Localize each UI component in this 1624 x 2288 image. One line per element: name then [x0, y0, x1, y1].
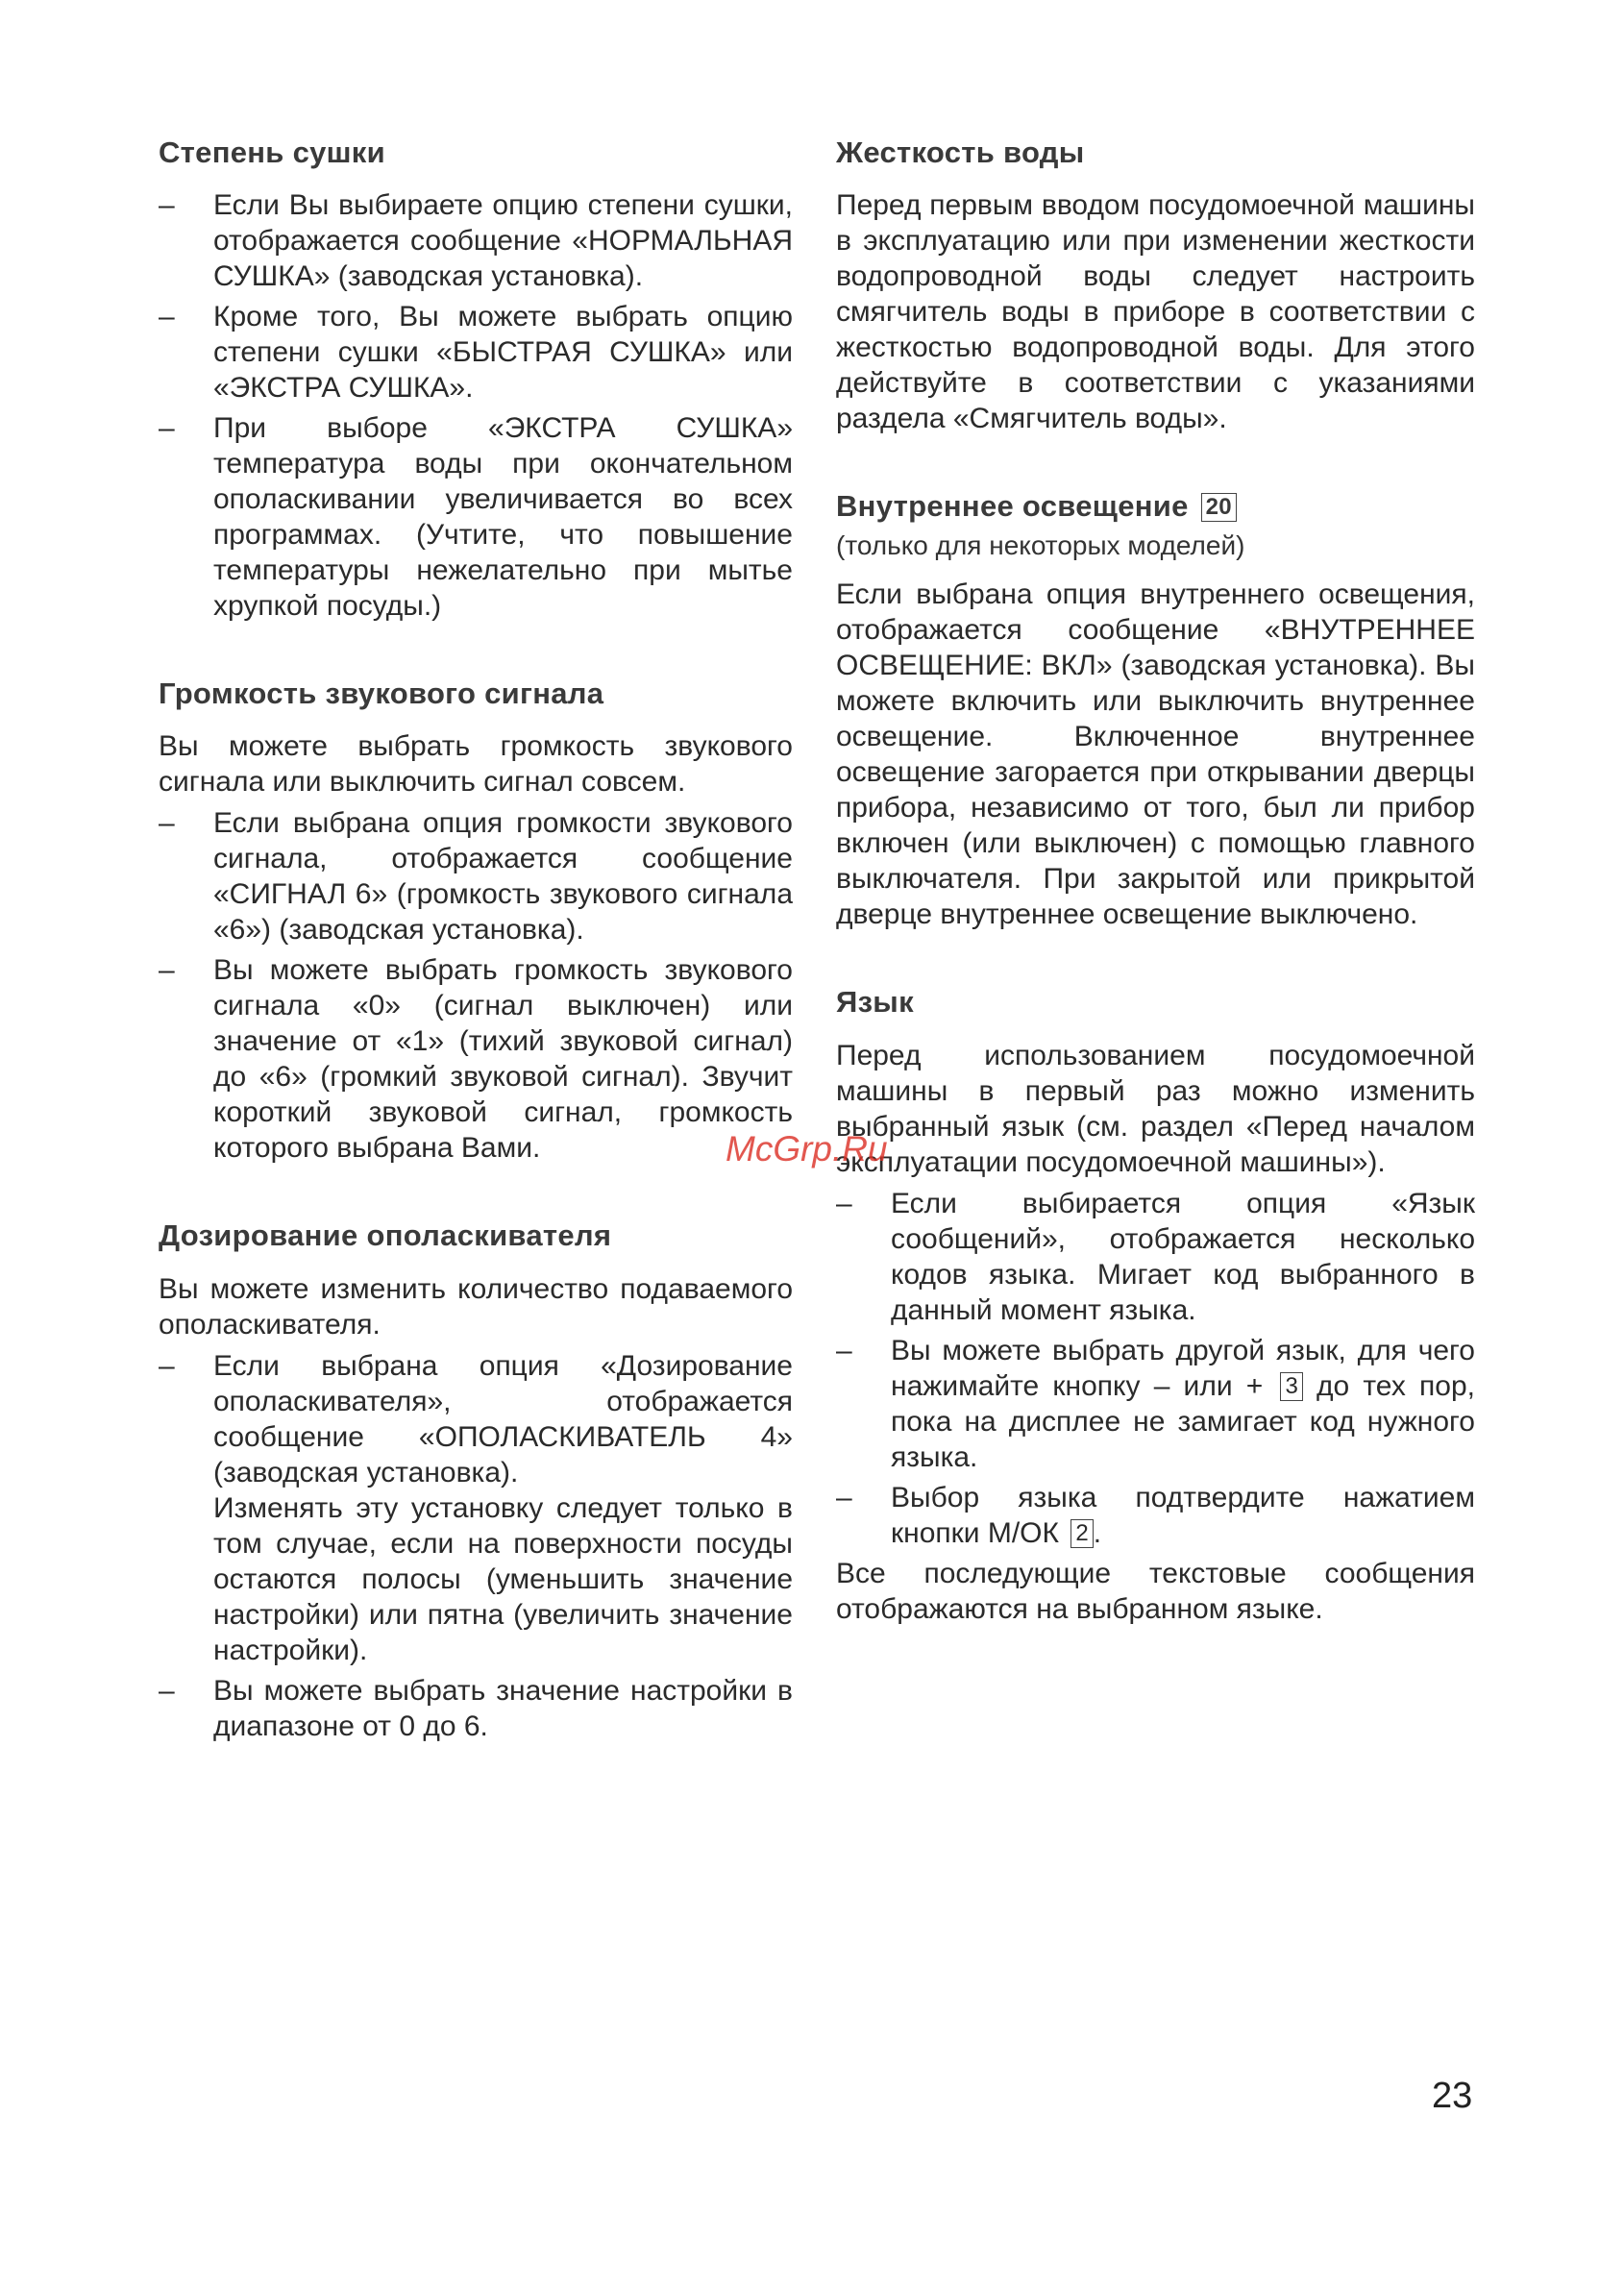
section-title-drying: Степень сушки	[159, 135, 385, 169]
list-item-text: Выбор языка подтвердите нажатием кнопки М/ОК	[891, 1481, 1475, 1549]
list-item: – Кроме того, Вы можете выбрать опцию степени сушки «БЫСТРАЯ СУШКА» или «ЭКСТРА СУШКА».	[159, 299, 793, 406]
section-outro: Все последующие текстовые сообщения отображаются на выбранном языке.	[836, 1557, 1475, 1625]
list-item: – Вы можете выбрать значение настройки в диапазоне от 0 до 6.	[159, 1673, 793, 1744]
list-item-text: Вы можете выбрать другой язык, для чего нажимайте кнопку – или +	[891, 1334, 1475, 1402]
list-item	[836, 1480, 1475, 1551]
list-item-text: Если выбрана опция «Дозирование ополаскивателя», отображается сообщение «ОПОЛАСКИВАТЕЛЬ 4» (заводская установка).	[213, 1349, 793, 1488]
page-number: 23	[1432, 2076, 1473, 2116]
list-item-text: до тех пор, пока на дисплее не замигает код нужного языка.	[891, 1369, 1475, 1473]
list-item: – Если Вы выбираете опцию степени сушки, отображается сообщение «НОРМАЛЬНАЯ СУШКА» (заводская установка).	[159, 187, 793, 294]
bullet-list	[836, 1186, 1475, 1551]
reference-number: 20	[1201, 493, 1237, 522]
section-title-language: Язык	[836, 985, 914, 1020]
section-intro: Вы можете изменить количество подаваемого ополаскивателя.	[159, 1272, 793, 1341]
section-body: Если выбрана опция внутреннего освещения, отображается сообщение «ВНУТРЕННЕЕ ОСВЕЩЕНИЕ: ВКЛ» (заводская установка). Вы можете включить или выключить внутреннее освещение. Включенное внутреннее освещение загорается при открывании дверцы прибора, независимо от того, был ли прибор включен (или выключен) с помощью главного выключателя. При закрытой или прикрытой дверце внутреннее освещение выключено.	[836, 578, 1475, 931]
list-item: – Если выбрана опция громкости звукового сигнала, отображается сообщение «СИГНАЛ 6» (громкость звукового сигнала «6») (заводская установка).	[159, 805, 793, 947]
bullet-list	[159, 187, 793, 624]
section-title-water-hardness: Жесткость воды	[836, 135, 1085, 169]
right-column	[836, 135, 1475, 1679]
watermark: McGrp.Ru	[726, 1129, 888, 1169]
section-rinse-aid-dosing	[159, 1218, 793, 1743]
section-title-signal: Громкость звукового сигнала	[159, 677, 604, 711]
section-title-text: Внутреннее освещение	[836, 489, 1189, 524]
section-subtitle: (только для некоторых моделей)	[836, 530, 1245, 561]
bullet-list	[159, 1348, 793, 1744]
list-item	[836, 1333, 1475, 1475]
section-water-hardness	[836, 135, 1475, 436]
list-item-extra: Изменять эту установку следует только в том случае, если на поверхности посуды остаются полосы (уменьшить значение настройки) или пятна (увеличить значение настройки).	[213, 1491, 793, 1666]
section-language	[836, 984, 1475, 1626]
bullet-list	[159, 805, 793, 1166]
reference-number: 3	[1280, 1372, 1302, 1401]
list-item: – При выборе «ЭКСТРА СУШКА» температура воды при окончательном ополаскивании увеличивается во всех программах. (Учтите, что повышение температуры нежелательно при мытье хрупкой посуды.)	[159, 410, 793, 624]
list-item: – Если выбирается опция «Язык сообщений», отображается несколько кодов языка. Мигает код выбранного в данный момент языка.	[836, 1186, 1475, 1328]
section-drying-level	[159, 135, 793, 624]
list-item-text: .	[1093, 1516, 1102, 1549]
section-intro: Перед использованием посудомоечной машины в первый раз можно изменить выбранный язык (см. раздел «Перед началом эксплуатации посудомоечной машины»).	[836, 1039, 1475, 1178]
section-interior-light	[836, 488, 1475, 932]
section-body: Перед первым вводом посудомоечной машины в эксплуатацию или при изменении жесткости водопроводной воды следует настроить смягчитель воды в приборе в соответствии с жесткостью водопроводной воды. Для этого действуйте в соответствии с указаниями раздела «Смягчитель воды».	[836, 189, 1475, 435]
section-intro: Вы можете выбрать громкость звукового сигнала или выключить сигнал совсем.	[159, 730, 793, 799]
left-column	[159, 135, 793, 1796]
reference-number: 2	[1070, 1519, 1093, 1548]
section-title-interior-light	[836, 488, 1475, 524]
list-item: – Вы можете выбрать громкость звукового сигнала «0» (сигнал выключен) или значение от «1» (тихий звуковой сигнал) до «6» (громкий звуковой сигнал). Звучит короткий звуковой сигнал, громкость которого выбрана Вами.	[159, 952, 793, 1166]
list-item	[159, 1348, 793, 1668]
section-signal-volume	[159, 676, 793, 1166]
section-title-rinse-aid: Дозирование ополаскивателя	[159, 1218, 612, 1253]
